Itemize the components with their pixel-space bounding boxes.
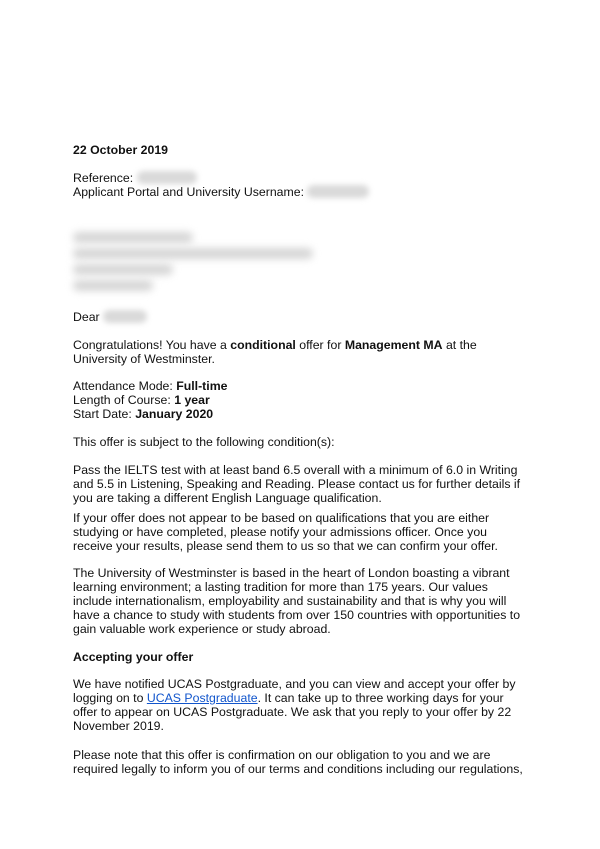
- address-line-redaction: [73, 264, 173, 275]
- accepting-heading: [73, 650, 533, 664]
- accepting-text: We have notified UCAS Postgraduate, and you can view and accept your offer by logging on to: [73, 677, 516, 705]
- portal-label: Applicant Portal and University Username:: [73, 185, 305, 199]
- address-line-redaction: [73, 232, 193, 243]
- course-name: Management MA: [344, 338, 443, 352]
- username-line: [73, 185, 533, 199]
- accepting-text: . It can take up to three working days for your offer to appear on UCAS Postgraduate. We ask that you reply to your offer by 22 November 2019.: [73, 691, 512, 733]
- address-line-redaction: [73, 248, 313, 259]
- reference-block: [73, 171, 533, 199]
- start-line: [73, 407, 533, 421]
- start-label: Start Date:: [73, 407, 136, 421]
- date-text: 22 October 2019: [73, 143, 169, 157]
- start-value: January 2020: [135, 407, 214, 421]
- obligation-text: Please note that this offer is confirmation on our obligation to you and we are required legally to inform you of our terms and conditions including our regulations,: [73, 748, 523, 776]
- address-redaction: [73, 232, 333, 296]
- username-redaction: [307, 185, 369, 198]
- ucas-postgraduate-link[interactable]: UCAS Postgraduate: [146, 691, 258, 705]
- reference-redaction: [137, 171, 197, 184]
- letter-date: [73, 143, 533, 157]
- length-label: Length of Course:: [73, 393, 175, 407]
- university-text: The University of Westminster is based in the heart of London boasting a vibrant learning environment; a lasting tradition for more than 175 years. Our values include internationalism, employability and sustainability and that is why you will have a chance to study with students from over 150 countries with opportunities to gain valuable work experience or study abroad.: [73, 566, 521, 636]
- reference-label: Reference:: [73, 171, 134, 185]
- intro-paragraph: [73, 338, 483, 366]
- obligation-paragraph: [73, 748, 533, 776]
- attendance-value: Full-time: [176, 379, 228, 393]
- intro-text: at the University of Westminster.: [73, 338, 477, 366]
- condition-text: Pass the IELTS test with at least band 6.5 overall with a minimum of 6.0 in Writing and 5.5 in Listening, Speaking and Reading. Please contact us for further details if you are taking a different English Language qualification.: [73, 463, 521, 505]
- condition-intro-text: This offer is subject to the following condition(s):: [73, 435, 335, 449]
- qualifications-text: If your offer does not appear to be based on qualifications that you are either studying or have completed, please notify your admissions officer. Once you receive your results, please send them to us so that we can confirm your offer.: [73, 511, 498, 553]
- salutation: [73, 310, 533, 324]
- intro-text: offer for: [295, 338, 345, 352]
- recipient-name-redaction: [103, 310, 147, 323]
- address-line-redaction: [73, 280, 153, 291]
- intro-text: Congratulations! You have a: [73, 338, 231, 352]
- university-paragraph: [73, 566, 525, 636]
- condition-intro: [73, 435, 533, 449]
- accepting-paragraph: [73, 677, 525, 733]
- length-line: [73, 393, 533, 407]
- attendance-label: Attendance Mode:: [73, 379, 177, 393]
- qualifications-paragraph: [73, 511, 525, 553]
- course-details: [73, 379, 533, 421]
- reference-line: [73, 171, 533, 185]
- attendance-line: [73, 379, 533, 393]
- section-heading: Accepting your offer: [73, 650, 194, 664]
- salutation-text: Dear: [73, 310, 100, 324]
- length-value: 1 year: [174, 393, 210, 407]
- offer-type: conditional: [230, 338, 296, 352]
- condition-paragraph: [73, 463, 525, 505]
